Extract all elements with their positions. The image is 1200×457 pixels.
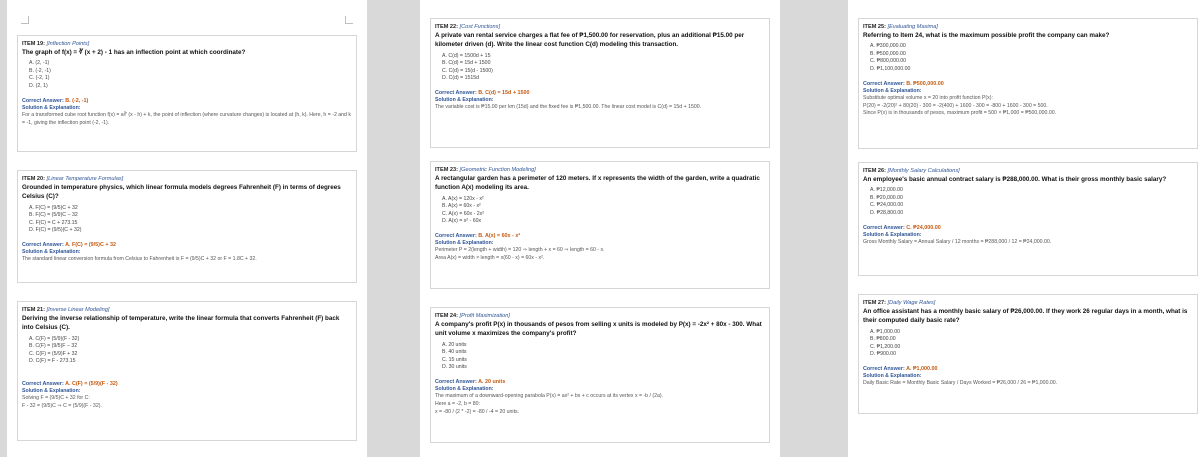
option-d: D. C(F) = F - 273.15 (29, 358, 76, 365)
option-c: C. C(F) = (5/9)F + 32 (29, 350, 78, 357)
option-b: B. F(C) = (5/9)C − 32 (29, 212, 78, 219)
option-a: A. C(F) = (5/9)(F - 32) (29, 335, 80, 342)
option-b: B. A(x) = 60x - x² (442, 203, 481, 210)
explanation-text: P(20) = -2(20)² + 80(20) - 300 = -2(400) + 1600 - 300 = -800 + 1600 - 300 = 500. (863, 102, 1048, 109)
option-d: D. F(C) = (9/5)(C + 32) (29, 227, 82, 234)
option-b: B. 40 units (442, 349, 467, 356)
correct-answer: Correct Answer: A. 20 units (435, 378, 506, 385)
correct-answer: Correct Answer: C. ₱24,000.00 (863, 224, 941, 231)
item-20-card (17, 170, 357, 283)
item-heading: ITEM 19: [Inflection Points] (22, 41, 90, 47)
item-heading: ITEM 24: [Profit Maximization] (435, 313, 510, 319)
item-heading: ITEM 22: [Cost Functions] (435, 24, 500, 30)
item-heading: ITEM 27: [Daily Wage Rates] (863, 300, 936, 306)
explanation-text: Daily Basic Rate = Monthly Basic Salary / Days Worked = ₱26,000 / 26 = ₱1,000.00. (863, 380, 1058, 387)
option-b: B. C(F) = (9/5)F − 32 (29, 343, 78, 350)
question-text: A company's profit P(x) in thousands of pesos from selling x units is modeled by P(x) = -2x² + 80x - 300. What unit volume x maximizes the company's profit? (435, 321, 762, 338)
item-27-card (858, 294, 1198, 414)
options-list (870, 43, 1193, 73)
option-a: A. 20 units (442, 341, 467, 348)
option-c: C. A(x) = 60x - 2x² (442, 210, 484, 217)
option-c: C. ₱24,000.00 (870, 202, 904, 209)
item-21-card (17, 301, 357, 441)
item-26-card (858, 162, 1198, 276)
correct-answer: Correct Answer: B. ₱500,000.00 (863, 80, 944, 87)
explanation-label: Solution & Explanation: (863, 231, 922, 238)
item-heading: ITEM 25: [Evaluating Maxima] (863, 24, 938, 30)
options-list (870, 187, 1193, 217)
correct-answer: Correct Answer: A. F(C) = (9/5)C + 32 (22, 241, 116, 248)
document-page-2 (420, 0, 780, 457)
option-a: A. ₱12,000.00 (870, 187, 903, 194)
explanation-text: Solving F = (9/5)C + 32 for C: (22, 395, 90, 402)
explanation-text: For a transformed cube root function f(x) = a∛ (x - h) + k, the point of inflection (where curvature changes) is located at (h, k). Here, h = -2 and k = -1, giving the inflection point (-2, -1). (22, 112, 351, 126)
options-list (442, 196, 765, 226)
question-text: A private van rental service charges a flat fee of ₱1,500.00 for reservation, plus an additional ₱15.00 per kilometer driven (d). Write the linear cost function C(d) modeling this transaction. (435, 32, 745, 49)
option-b: B. C(d) = 15d + 1500 (442, 60, 491, 67)
option-c: C. ₱800,000.00 (870, 58, 907, 65)
options-list (29, 336, 352, 366)
explanation-text: Area A(x) = width × length = x(60 - x) = 60x - x². (435, 254, 545, 261)
item-23-card (430, 161, 770, 289)
option-a: A. C(d) = 1500d + 15 (442, 52, 491, 59)
option-a: A. ₱300,000.00 (870, 43, 906, 50)
explanation-label: Solution & Explanation: (435, 96, 494, 103)
option-b: B. ₱800.00 (870, 336, 896, 343)
question-text: Grounded in temperature physics, which linear formula models degrees Fahrenheit (F) in terms of degrees Celsius (C)? (22, 184, 341, 201)
option-d: D. A(x) = x² - 60x (442, 218, 482, 225)
option-d: D. ₱900.00 (870, 351, 896, 358)
option-d: D. 30 units (442, 364, 467, 371)
explanation-text: The maximum of a downward-opening parabola P(x) = ax² + bx + c occurs at its vertex x = -b / (2a). (435, 393, 664, 400)
page-corner-mark (345, 16, 353, 24)
option-a: A. (2, -1) (29, 60, 50, 67)
options-list (442, 342, 765, 372)
question-text: Deriving the inverse relationship of temperature, write the linear formula that converts Fahrenheit (F) back into Celsius (C). (22, 315, 340, 332)
correct-answer: Correct Answer: A. C(F) = (5/9)(F - 32) (22, 380, 118, 387)
correct-answer: Correct Answer: A. ₱1,000.00 (863, 365, 938, 372)
options-list (29, 205, 352, 235)
options-list (29, 60, 352, 90)
option-b: B. (-2, -1) (29, 67, 51, 74)
option-c: C. C(d) = 15(d - 1500) (442, 67, 493, 74)
option-d: D. C(d) = 1515d (442, 75, 480, 82)
option-b: B. ₱20,000.00 (870, 194, 903, 201)
explanation-label: Solution & Explanation: (22, 387, 81, 394)
explanation-text: Here a = -2, b = 80: (435, 400, 480, 407)
explanation-label: Solution & Explanation: (22, 248, 81, 255)
item-25-card (858, 18, 1198, 149)
item-19-card (17, 35, 357, 152)
explanation-label: Solution & Explanation: (435, 385, 494, 392)
correct-answer: Correct Answer: B. A(x) = 60x - x² (435, 232, 521, 239)
explanation-label: Solution & Explanation: (22, 104, 81, 111)
option-d: D. ₱28,800.00 (870, 210, 904, 217)
option-c: C. 15 units (442, 356, 467, 363)
option-c: C. (-2, 1) (29, 75, 50, 82)
page-corner-mark (21, 16, 29, 24)
document-page-3 (848, 0, 1200, 457)
question-text: An office assistant has a monthly basic salary of ₱26,000.00. If they work 26 regular days in a month, what is their computed daily basic rate? (863, 308, 1188, 325)
item-heading: ITEM 26: [Monthly Salary Calculations] (863, 168, 960, 174)
explanation-text: Since P(x) is in thousands of pesos, maximum profit = 500 × ₱1,000 = ₱500,000.00. (863, 110, 1057, 117)
question-text: An employee's basic annual contract salary is ₱288,000.00. What is their gross monthly basic salary? (863, 176, 1167, 183)
explanation-text: The standard linear conversion formula from Celsius to Fahrenheit is F = (9/5)C + 32 or F = 1.8C + 32. (22, 256, 257, 263)
correct-answer: Correct Answer: B. (-2, -1) (22, 97, 89, 104)
options-list (442, 53, 765, 83)
option-d: D. ₱1,100,000.00 (870, 66, 911, 73)
explanation-label: Solution & Explanation: (863, 372, 922, 379)
item-heading: ITEM 23: [Geometric Function Modeling] (435, 167, 536, 173)
item-24-card (430, 307, 770, 443)
option-b: B. ₱500,000.00 (870, 50, 906, 57)
option-a: A. A(x) = 120x - x² (442, 195, 484, 202)
item-heading: ITEM 21: [Inverse Linear Modeling] (22, 307, 110, 313)
explanation-text: Substitute optimal volume x = 20 into profit function P(x): (863, 95, 993, 102)
explanation-text: Perimeter P = 2(length + width) = 120 ⇒ length + x = 60 ⇒ length = 60 - x. (435, 247, 605, 254)
option-a: A. ₱1,000.00 (870, 328, 900, 335)
options-list (870, 329, 1193, 359)
explanation-text: x = -80 / (2 * -2) = -80 / -4 = 20 units. (435, 408, 520, 415)
option-a: A. F(C) = (9/5)C + 32 (29, 204, 78, 211)
document-page-1 (7, 0, 367, 457)
option-d: D. (2, 1) (29, 83, 48, 90)
question-text: The graph of f(x) = ∛ (x + 2) - 1 has an inflection point at which coordinate? (22, 49, 246, 56)
explanation-text: F - 32 = (9/5)C ⇒ C = (5/9)(F - 32). (22, 402, 102, 409)
question-text: Referring to Item 24, what is the maximum possible profit the company can make? (863, 32, 1110, 39)
explanation-text: The variable cost is ₱15.00 per km (15d) and the fixed fee is ₱1,500.00. The linear cost model is C(d) = 15d + 1500. (435, 104, 702, 111)
explanation-text: Gross Monthly Salary = Annual Salary / 12 months = ₱288,000 / 12 = ₱24,000.00. (863, 239, 1052, 246)
option-c: C. ₱1,200.00 (870, 343, 901, 350)
correct-answer: Correct Answer: B. C(d) = 15d + 1500 (435, 89, 530, 96)
option-c: C. F(C) = C + 273.15 (29, 219, 78, 226)
explanation-label: Solution & Explanation: (435, 239, 494, 246)
item-heading: ITEM 20: [Linear Temperature Formulas] (22, 176, 124, 182)
item-22-card (430, 18, 770, 148)
question-text: A rectangular garden has a perimeter of 120 meters. If x represents the width of the garden, write a quadratic function A(x) modeling its area. (435, 175, 760, 192)
explanation-label: Solution & Explanation: (863, 87, 922, 94)
